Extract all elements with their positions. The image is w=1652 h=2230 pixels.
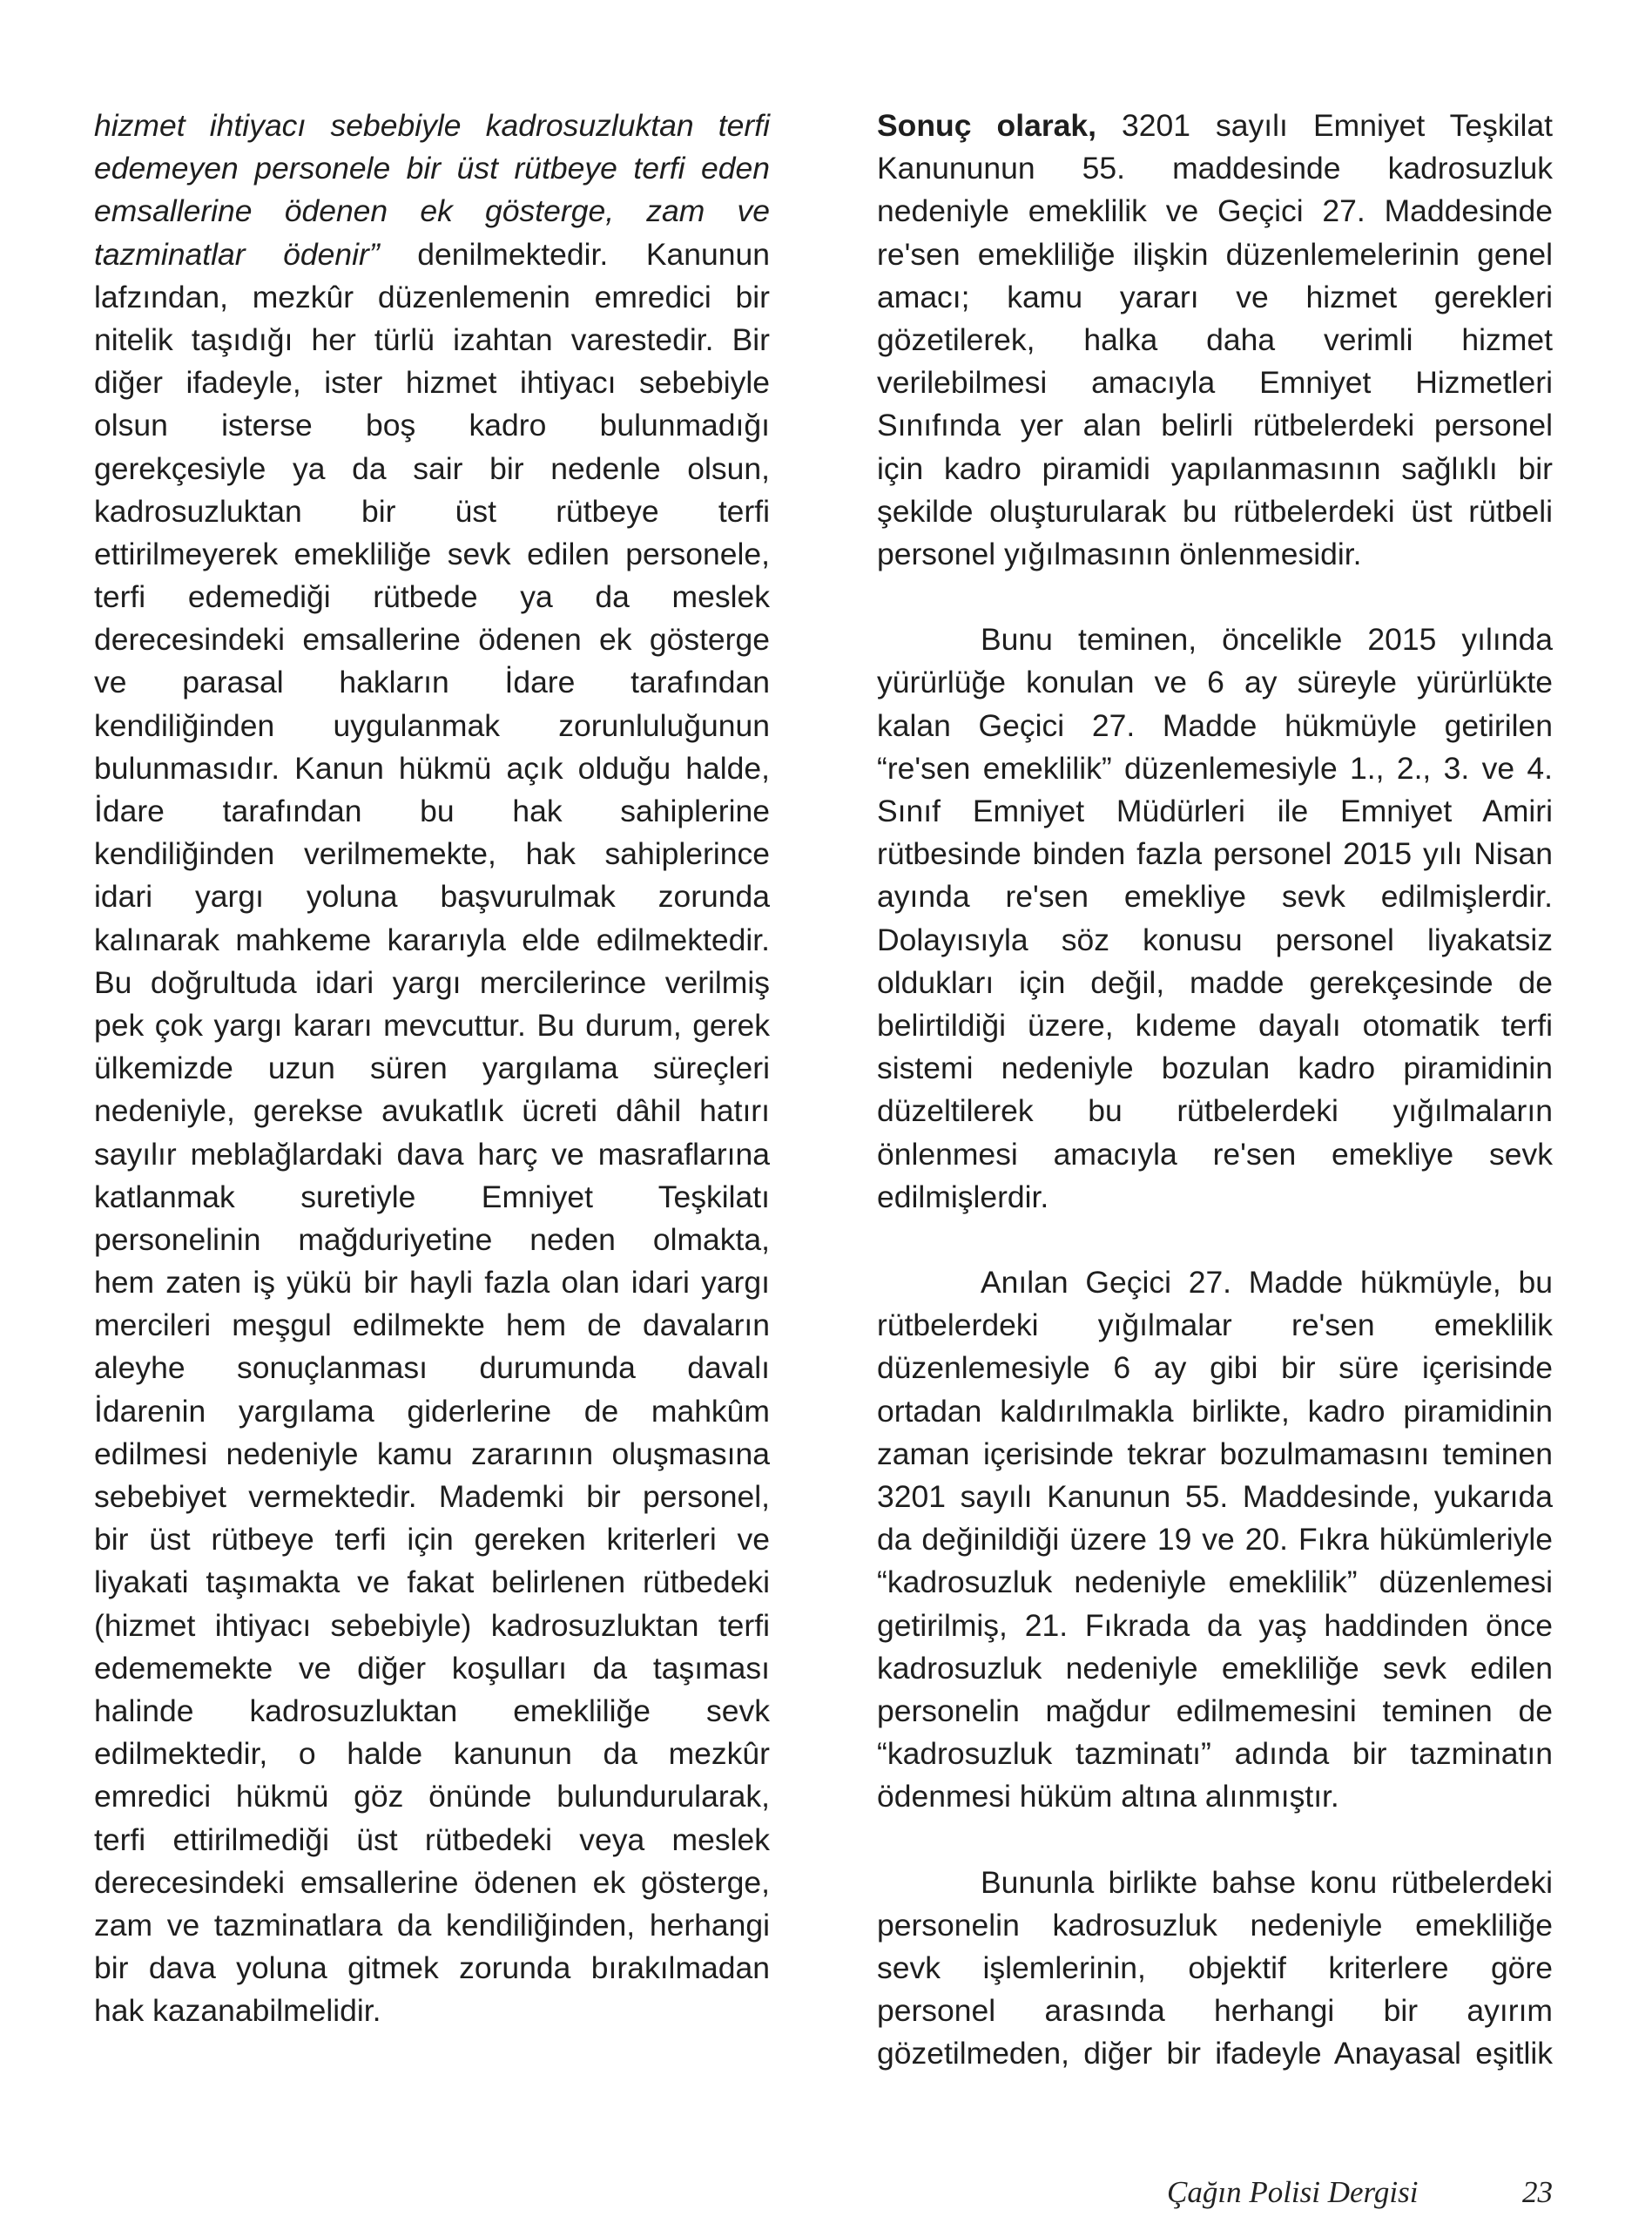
- line-text: halinde kadrosuzluktan emekliliğe sevk: [94, 1693, 770, 1728]
- italic-text: emsallerine ödenen ek gösterge, zam ve: [94, 193, 770, 229]
- line-text: yürürlüğe konulan ve 6 ay süreyle yürürlükte: [877, 665, 1553, 700]
- line-text: bulunmasıdır. Kanun hükmü açık olduğu halde,: [94, 750, 770, 786]
- line-text: edilmektedir, o halde kanunun da mezkûr: [94, 1736, 770, 1772]
- line-text: düzeltilerek bu rütbelerdeki yığılmaların: [877, 1093, 1553, 1129]
- line-text: verilebilmesi amacıyla Emniyet Hizmetleri: [877, 365, 1553, 401]
- text-line: [94, 919, 770, 962]
- line-text: sebebiyet vermektedir. Mademki bir personel,: [94, 1479, 770, 1514]
- text-line: [877, 962, 1553, 1004]
- text-line: [94, 833, 770, 875]
- text-line: [94, 1304, 770, 1347]
- text-line: [877, 1304, 1553, 1347]
- text-line: [877, 1990, 1553, 2032]
- text-line: [877, 1690, 1553, 1733]
- line-text: aleyhe sonuçlanması durumunda davalı: [94, 1350, 770, 1386]
- line-text: “kadrosuzluk tazminatı” adında bir tazminatın: [877, 1736, 1553, 1772]
- line-text: Kanununun 55. maddesinde kadrosuzluk: [877, 151, 1553, 186]
- line-text: re'sen emekliliğe ilişkin düzenlemelerinin genel: [877, 236, 1553, 272]
- line-text: ortadan kaldırılmakla birlikte, kadro piramidinin: [877, 1393, 1553, 1429]
- paragraph-gap: [877, 1819, 1553, 1862]
- line-text: kendiliğinden verilmemekte, hak sahiplerince: [94, 836, 770, 872]
- text-line: [94, 1775, 770, 1818]
- line-text: derecesindeki emsallerine ödenen ek gösterge,: [94, 1864, 770, 1900]
- line-text: 3201 sayılı Emniyet Teşkilat: [1096, 108, 1553, 143]
- text-line: [877, 875, 1553, 918]
- line-text: sistemi nedeniyle bozulan kadro piramidinin: [877, 1051, 1553, 1086]
- text-line: [94, 1690, 770, 1733]
- line-text: personelinin mağduriyetine neden olmakta,: [94, 1221, 770, 1257]
- text-line: [94, 276, 770, 319]
- text-line: [877, 105, 1553, 147]
- line-text: Bununla birlikte bahse konu rütbelerdeki: [981, 1864, 1553, 1900]
- line-text: zaman içerisinde tekrar bozulmamasını teminen: [877, 1436, 1553, 1471]
- line-text: da değinildiği üzere 19 ve 20. Fıkra hükümleriyle: [877, 1522, 1553, 1558]
- paragraph-gap: [877, 1219, 1553, 1261]
- line-text: nedeniyle, gerekse avukatlık ücreti dâhil hatırı: [94, 1093, 770, 1129]
- line-text: kalan Geçici 27. Madde hükmüyle getirilen: [877, 707, 1553, 743]
- line-text: hak kazanabilmelidir.: [94, 1993, 381, 2029]
- text-line: [877, 1733, 1553, 1775]
- text-line: [94, 1047, 770, 1090]
- text-line: [877, 833, 1553, 875]
- text-line: [877, 233, 1553, 276]
- text-line: [877, 618, 1553, 661]
- text-line: [877, 448, 1553, 490]
- line-text: kalınarak mahkeme kararıyla elde edilmektedir.: [94, 922, 770, 957]
- text-line: [94, 1090, 770, 1132]
- italic-text: tazminatlar ödenir”: [94, 236, 380, 272]
- line-text: kadrosuzluktan bir üst rütbeye terfi: [94, 493, 770, 529]
- text-line: [877, 1133, 1553, 1176]
- text-line: [877, 1047, 1553, 1090]
- italic-text: hizmet ihtiyacı sebebiyle kadrosuzluktan terfi: [94, 108, 770, 143]
- page-number: 23: [1522, 2175, 1553, 2209]
- text-line: [877, 1261, 1553, 1304]
- text-line: [877, 1090, 1553, 1132]
- line-text: diğer ifadeyle, ister hizmet ihtiyacı sebebiyle: [94, 365, 770, 401]
- text-line: [94, 190, 770, 233]
- line-text: 3201 sayılı Kanunun 55. Maddesinde, yukarıda: [877, 1479, 1553, 1514]
- text-line: [877, 1605, 1553, 1647]
- left-column: [94, 105, 770, 2032]
- text-line: [94, 1347, 770, 1389]
- text-line: [877, 1904, 1553, 1947]
- text-line: [94, 705, 770, 747]
- line-text: sayılır meblağlardaki dava harç ve masraflarına: [94, 1136, 770, 1172]
- line-text: Bu doğrultuda idari yargı mercilerince verilmiş: [94, 964, 770, 1000]
- text-line: [94, 1904, 770, 1947]
- text-line: [94, 618, 770, 661]
- journal-name: Çağın Polisi Dergisi: [1167, 2175, 1419, 2209]
- text-line: [94, 875, 770, 918]
- text-line: [877, 1433, 1553, 1476]
- line-text: İdare tarafından bu hak sahiplerine: [94, 794, 770, 828]
- text-line: [94, 1390, 770, 1433]
- line-text: sevk işlemlerinin, objektif kriterlere göre: [877, 1950, 1553, 1986]
- line-text: liyakati taşımakta ve fakat belirlenen rütbedeki: [94, 1564, 770, 1600]
- line-text: katlanmak suretiyle Emniyet Teşkilatı: [94, 1179, 770, 1214]
- text-line: [94, 404, 770, 447]
- page-footer: [0, 2175, 1652, 2219]
- line-text: amacı; kamu yararı ve hizmet gerekleri: [877, 279, 1553, 314]
- text-line: [877, 1775, 1553, 1818]
- text-line: [94, 1733, 770, 1775]
- text-line: [94, 1219, 770, 1261]
- line-text: olsun isterse boş kadro bulunmadığı: [94, 408, 770, 443]
- text-line: [94, 1647, 770, 1690]
- text-line: [877, 404, 1553, 447]
- line-text: Sınıf Emniyet Müdürleri ile Emniyet Amiri: [877, 794, 1553, 828]
- line-text: lafzından, mezkûr düzenlemenin emredici bir: [94, 279, 770, 314]
- line-text: ve parasal hakların İdare tarafından: [94, 665, 770, 700]
- line-text: ayında re'sen emekliye sevk edilmişlerdir.: [877, 879, 1553, 915]
- line-text: belirtildiği üzere, kıdeme dayalı otomatik terfi: [877, 1007, 1553, 1043]
- text-line: [94, 790, 770, 833]
- paragraph-gap: [877, 576, 1553, 618]
- text-line: [94, 1561, 770, 1604]
- line-text: bir üst rütbeye terfi için gereken kriterleri ve: [94, 1522, 770, 1558]
- line-text: gözetilerek, halka daha verimli hizmet: [877, 321, 1553, 357]
- text-line: [877, 1176, 1553, 1219]
- text-line: [877, 276, 1553, 319]
- right-column: [877, 105, 1553, 2076]
- line-text: zam ve tazminatlara da kendiliğinden, herhangi: [94, 1907, 770, 1943]
- line-text: Bunu teminen, öncelikle 2015 yılında: [981, 622, 1553, 658]
- text-line: [877, 362, 1553, 404]
- line-text: oldukları için değil, madde gerekçesinde de: [877, 964, 1553, 1000]
- text-line: [94, 1605, 770, 1647]
- line-text: düzenlemesiyle 6 ay gibi bir süre içerisinde: [877, 1350, 1553, 1386]
- line-text: Dolayısıyla söz konusu personel liyakatsiz: [877, 922, 1553, 957]
- text-line: [94, 1261, 770, 1304]
- line-text: edilmesi nedeniyle kamu zararının oluşmasına: [94, 1436, 770, 1471]
- text-line: [877, 1347, 1553, 1389]
- line-text: “kadrosuzluk nedeniyle emeklilik” düzenlemesi: [877, 1564, 1553, 1600]
- line-text: denilmektedir. Kanunun: [379, 236, 770, 272]
- line-text: terfi ettirilmediği üst rütbedeki veya meslek: [94, 1821, 770, 1857]
- line-text: personel yığılmasının önlenmesidir.: [877, 536, 1362, 571]
- text-line: [877, 1862, 1553, 1904]
- text-line: [94, 1004, 770, 1047]
- text-line: [877, 747, 1553, 790]
- line-text: Sınıfında yer alan belirli rütbelerdeki personel: [877, 408, 1553, 443]
- text-line: [877, 661, 1553, 704]
- line-text: kadrosuzluk nedeniyle emekliliğe sevk edilen: [877, 1650, 1553, 1686]
- line-text: Anılan Geçici 27. Madde hükmüyle, bu: [981, 1265, 1553, 1301]
- line-text: personel arasında herhangi bir ayırım: [877, 1993, 1553, 2029]
- line-text: terfi edemediği rütbede ya da meslek: [94, 579, 770, 615]
- text-line: [94, 1176, 770, 1219]
- text-line: [94, 962, 770, 1004]
- text-line: [877, 919, 1553, 962]
- line-text: İdarenin yargılama giderlerine de mahkûm: [94, 1393, 770, 1429]
- text-line: [94, 1433, 770, 1476]
- line-text: getirilmiş, 21. Fıkrada da yaş haddinden önce: [877, 1607, 1553, 1643]
- text-line: [94, 661, 770, 704]
- text-line: [94, 362, 770, 404]
- line-text: idari yargı yoluna başvurulmak zorunda: [94, 879, 770, 915]
- text-line: [94, 319, 770, 362]
- line-text: pek çok yargı kararı mevcuttur. Bu durum, gerek: [94, 1007, 770, 1043]
- text-line: [877, 1947, 1553, 1990]
- line-text: rütbelerdeki yığılmalar re'sen emeklilik: [877, 1308, 1553, 1343]
- line-text: “re'sen emeklilik” düzenlemesiyle 1., 2., 3. ve 4.: [877, 750, 1553, 786]
- text-line: [877, 533, 1553, 576]
- text-line: [94, 576, 770, 618]
- line-text: hem zaten iş yükü bir hayli fazla olan idari yargı: [94, 1265, 770, 1301]
- text-line: [877, 1476, 1553, 1518]
- line-text: ülkemizde uzun süren yargılama süreçleri: [94, 1051, 770, 1086]
- text-line: [877, 319, 1553, 362]
- text-line: [877, 1561, 1553, 1604]
- text-line: [94, 147, 770, 190]
- bold-text: Sonuç olarak,: [877, 108, 1096, 143]
- text-line: [94, 105, 770, 147]
- line-text: için kadro piramidi yapılanmasının sağlıklı bir: [877, 450, 1553, 486]
- text-line: [877, 490, 1553, 533]
- line-text: rütbesinde binden fazla personel 2015 yılı Nisan: [877, 836, 1553, 872]
- line-text: nedeniyle emeklilik ve Geçici 27. Maddesinde: [877, 193, 1553, 229]
- line-text: ödenmesi hüküm altına alınmıştır.: [877, 1779, 1339, 1814]
- text-line: [877, 1518, 1553, 1561]
- line-text: personelin mağdur edilmemesini teminen de: [877, 1693, 1553, 1728]
- line-text: kendiliğinden uygulanmak zorunluluğunun: [94, 707, 770, 743]
- text-line: [94, 1990, 770, 2032]
- text-line: [94, 1476, 770, 1518]
- text-line: [94, 747, 770, 790]
- text-line: [877, 2032, 1553, 2075]
- line-text: (hizmet ihtiyacı sebebiyle) kadrosuzluktan terfi: [94, 1607, 770, 1643]
- text-line: [94, 1862, 770, 1904]
- text-line: [877, 790, 1553, 833]
- text-line: [94, 1819, 770, 1862]
- line-text: gözetilmeden, diğer bir ifadeyle Anayasal eşitlik: [877, 2036, 1553, 2071]
- text-line: [877, 190, 1553, 233]
- line-text: nitelik taşıdığı her türlü izahtan varestedir. Bir: [94, 321, 770, 357]
- line-text: ettirilmeyerek emekliliğe sevk edilen personele,: [94, 536, 770, 571]
- line-text: mercileri meşgul edilmekte hem de davaların: [94, 1308, 770, 1343]
- line-text: önlenmesi amacıyla re'sen emekliye sevk: [877, 1136, 1553, 1172]
- italic-text: edemeyen personele bir üst rütbeye terfi eden: [94, 151, 770, 186]
- line-text: bir dava yoluna gitmek zorunda bırakılmadan: [94, 1950, 770, 1986]
- line-text: edilmişlerdir.: [877, 1179, 1049, 1214]
- text-line: [94, 490, 770, 533]
- text-line: [94, 448, 770, 490]
- text-line: [94, 1133, 770, 1176]
- text-line: [877, 1647, 1553, 1690]
- text-line: [94, 1518, 770, 1561]
- text-line: [94, 233, 770, 276]
- text-line: [877, 147, 1553, 190]
- line-text: derecesindeki emsallerine ödenen ek gösterge: [94, 622, 770, 658]
- text-line: [94, 1947, 770, 1990]
- text-line: [877, 1004, 1553, 1047]
- line-text: gerekçesiyle ya da sair bir nedenle olsun,: [94, 450, 770, 486]
- line-text: şekilde oluşturularak bu rütbelerdeki üst rütbeli: [877, 493, 1553, 529]
- line-text: personelin kadrosuzluk nedeniyle emekliliğe: [877, 1907, 1553, 1943]
- line-text: emredici hükmü göz önünde bulundurularak,: [94, 1779, 770, 1814]
- text-line: [94, 533, 770, 576]
- line-text: edememekte ve diğer koşulları da taşıması: [94, 1650, 770, 1686]
- text-line: [877, 705, 1553, 747]
- text-line: [877, 1390, 1553, 1433]
